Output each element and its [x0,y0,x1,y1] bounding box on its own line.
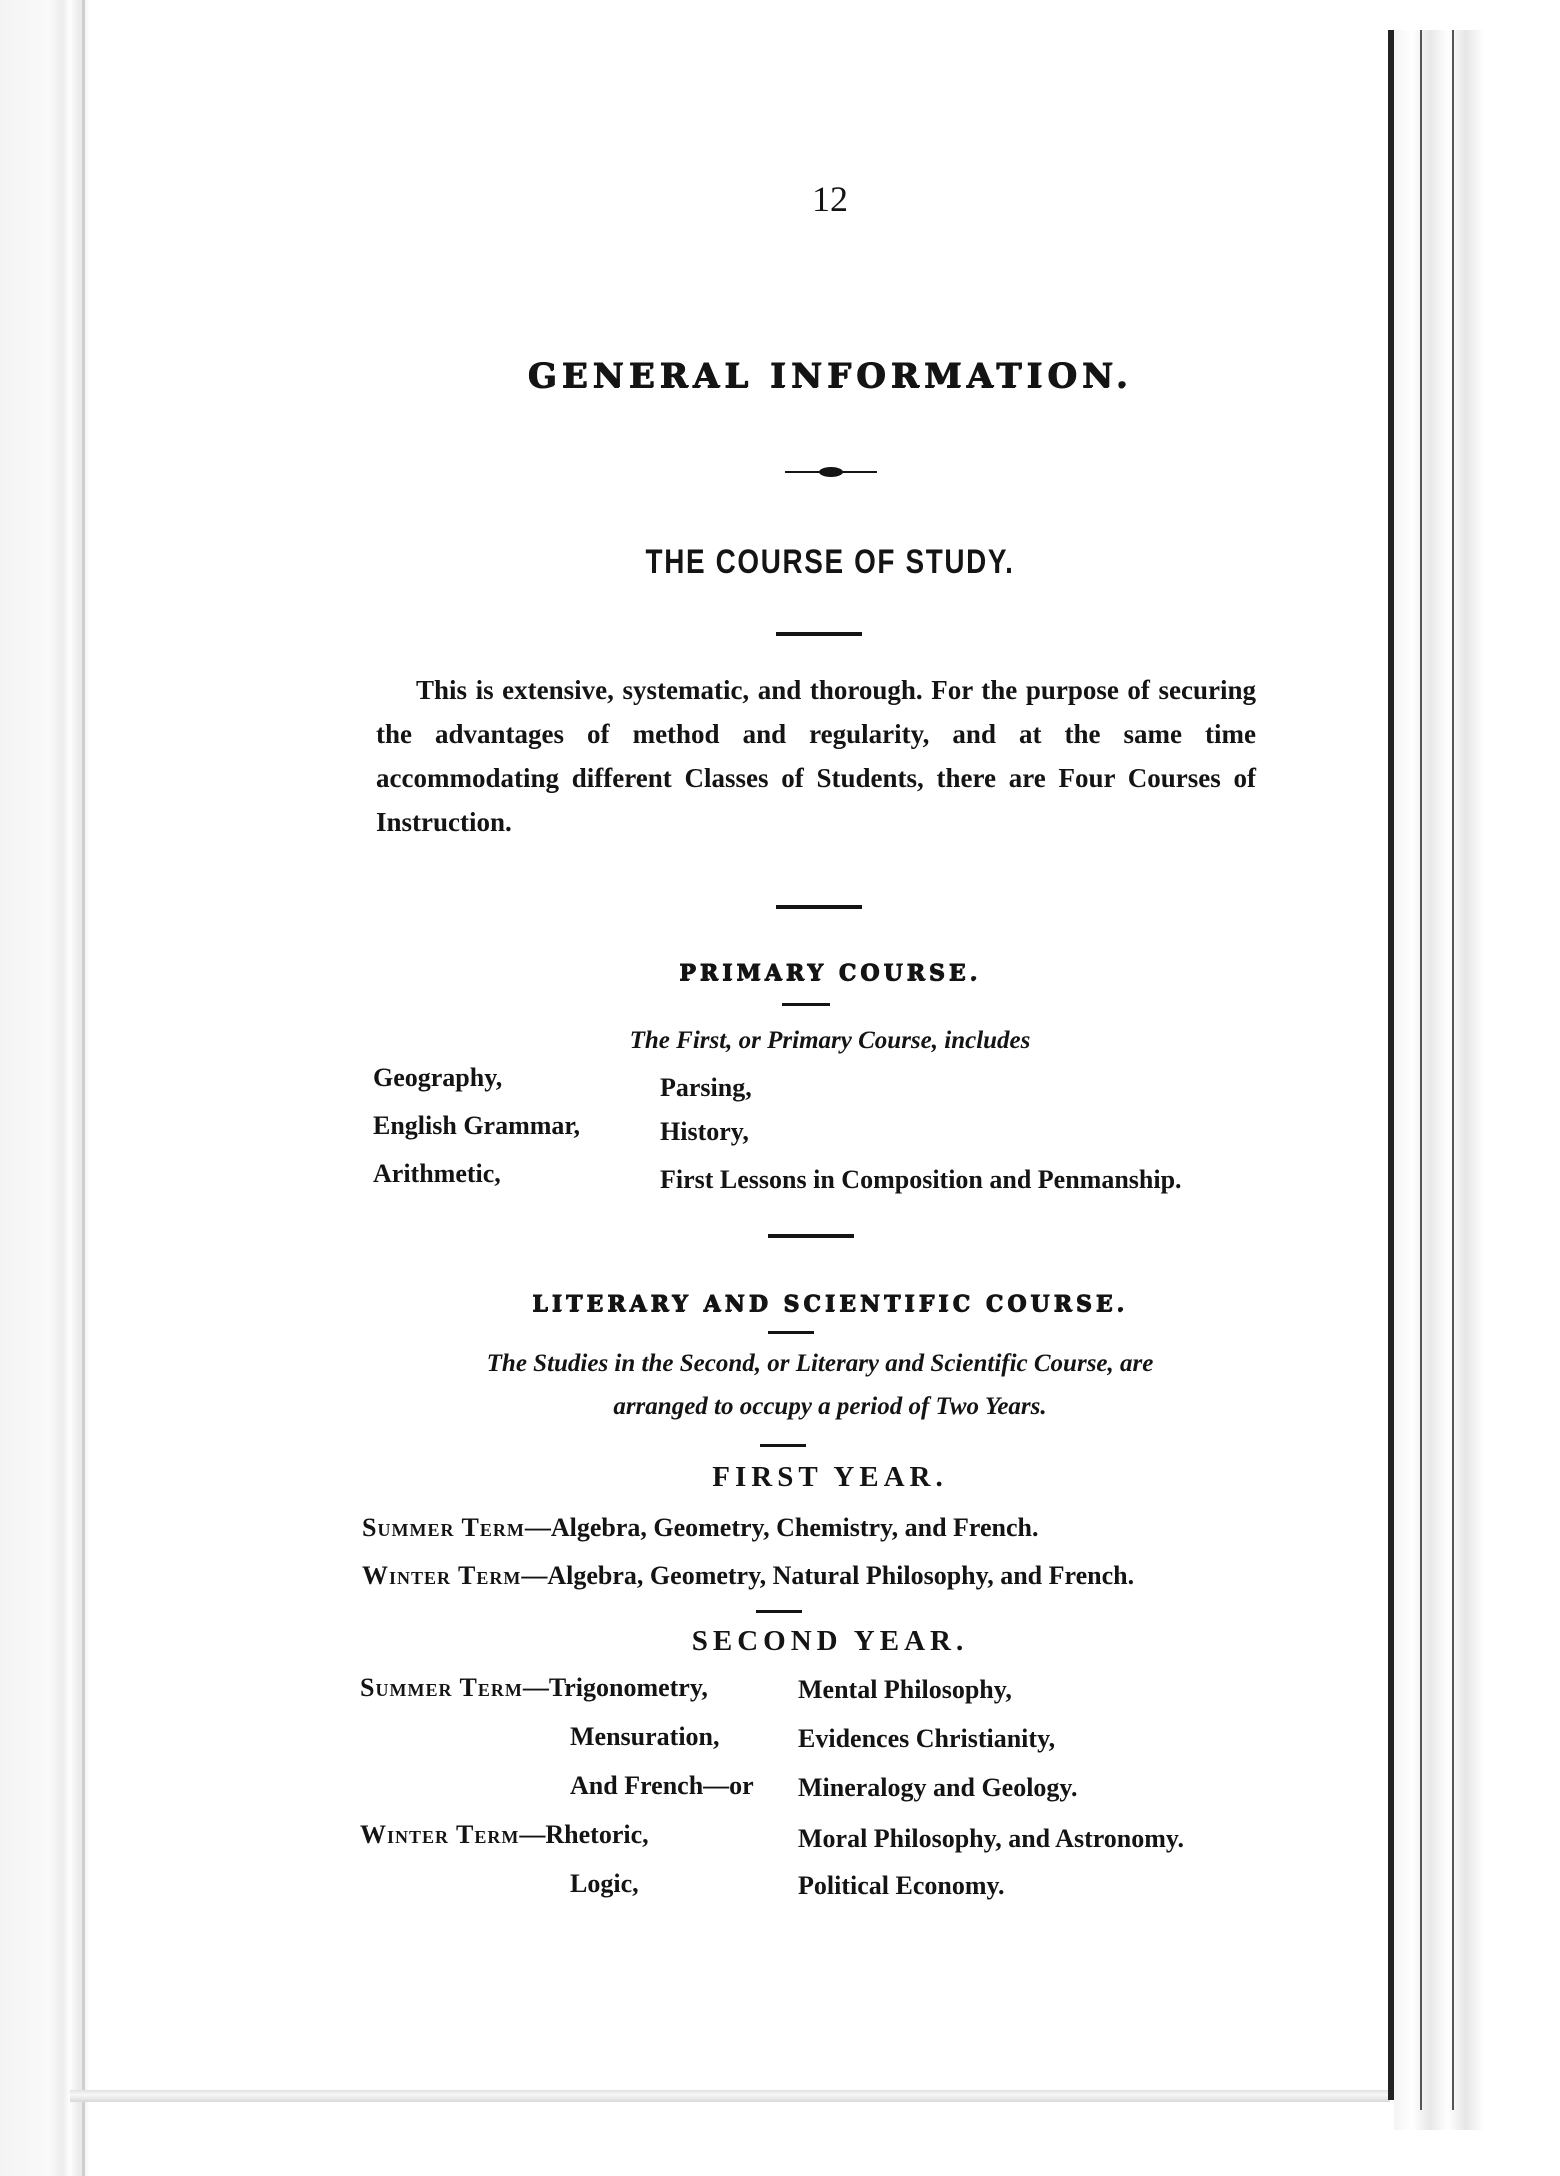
divider-rule-short [756,1610,802,1613]
primary-subject: English Grammar, [373,1111,581,1140]
term-label: Summer Term [362,1513,525,1542]
literary-course-subtitle-1: The Studies in the Second, or Literary and Scientific Course, are [486,1350,1154,1377]
first-year-summer-term [362,1513,1039,1543]
page-right-strip-line [1420,30,1422,2110]
term-subject: Political Economy. [798,1871,1005,1900]
page-left-edge [0,0,90,2176]
divider-rule-short [782,1003,830,1006]
page-left-binding [82,0,85,2176]
page-header: GENERAL INFORMATION. [527,356,1133,396]
literary-course-subtitle-2: arranged to occupy a period of Two Years. [613,1393,1047,1420]
term-label: Summer Term [360,1673,523,1702]
divider-rule-short [760,1444,806,1447]
divider-rule [768,1234,854,1238]
divider-rule [776,632,862,636]
term-subject: Moral Philosophy, and Astronomy. [798,1824,1184,1853]
section-title: THE COURSE OF STUDY. [645,543,1015,581]
term-subject: And French—or [570,1771,754,1800]
second-year-summer-label [360,1673,708,1703]
divider-rule [776,905,862,909]
ornament-divider [785,466,877,478]
second-year-winter-label [360,1820,649,1850]
primary-subject: History, [660,1117,749,1146]
page-number: 12 [812,179,848,219]
term-subject: Mental Philosophy, [798,1675,1012,1704]
first-year-winter-term [362,1561,1134,1591]
literary-course-heading: LITERARY AND SCIENTIFIC COURSE. [532,1291,1128,1317]
divider-rule-short [768,1331,814,1334]
primary-subject: Geography, [373,1063,503,1092]
term-subjects: —Algebra, Geometry, Natural Philosophy, and French. [521,1561,1135,1590]
term-subject: —Rhetoric, [519,1820,649,1849]
primary-subject: Arithmetic, [373,1159,501,1188]
primary-course-subtitle: The First, or Primary Course, includes [629,1027,1031,1054]
term-subject: Mineralogy and Geology. [798,1773,1078,1802]
term-subjects: —Algebra, Geometry, Chemistry, and French. [524,1513,1039,1542]
intro-text: This is extensive, systematic, and thorough. For the purpose of securing the advantages of method and regularity, and at the same time accommodating different Classes of Students, there are Four Courses of Instruction. [376,675,1256,837]
page-bottom-edge [70,2090,1390,2102]
term-subject: Evidences Christianity, [798,1724,1056,1753]
page-right-strip [1394,30,1484,2130]
page-right-strip-line [1452,30,1454,2110]
term-subject: Mensuration, [570,1722,720,1751]
second-year-title: SECOND YEAR. [691,1625,969,1657]
primary-subject: First Lessons in Composition and Penmanship. [660,1165,1182,1194]
term-label: Winter Term [362,1561,522,1590]
term-subject: Logic, [570,1869,639,1898]
term-subject: —Trigonometry, [522,1673,708,1702]
first-year-title: FIRST YEAR. [712,1461,948,1493]
primary-subject: Parsing, [660,1073,752,1102]
term-label: Winter Term [360,1820,520,1849]
intro-paragraph [376,668,1256,844]
primary-course-heading: PRIMARY COURSE. [679,960,981,986]
